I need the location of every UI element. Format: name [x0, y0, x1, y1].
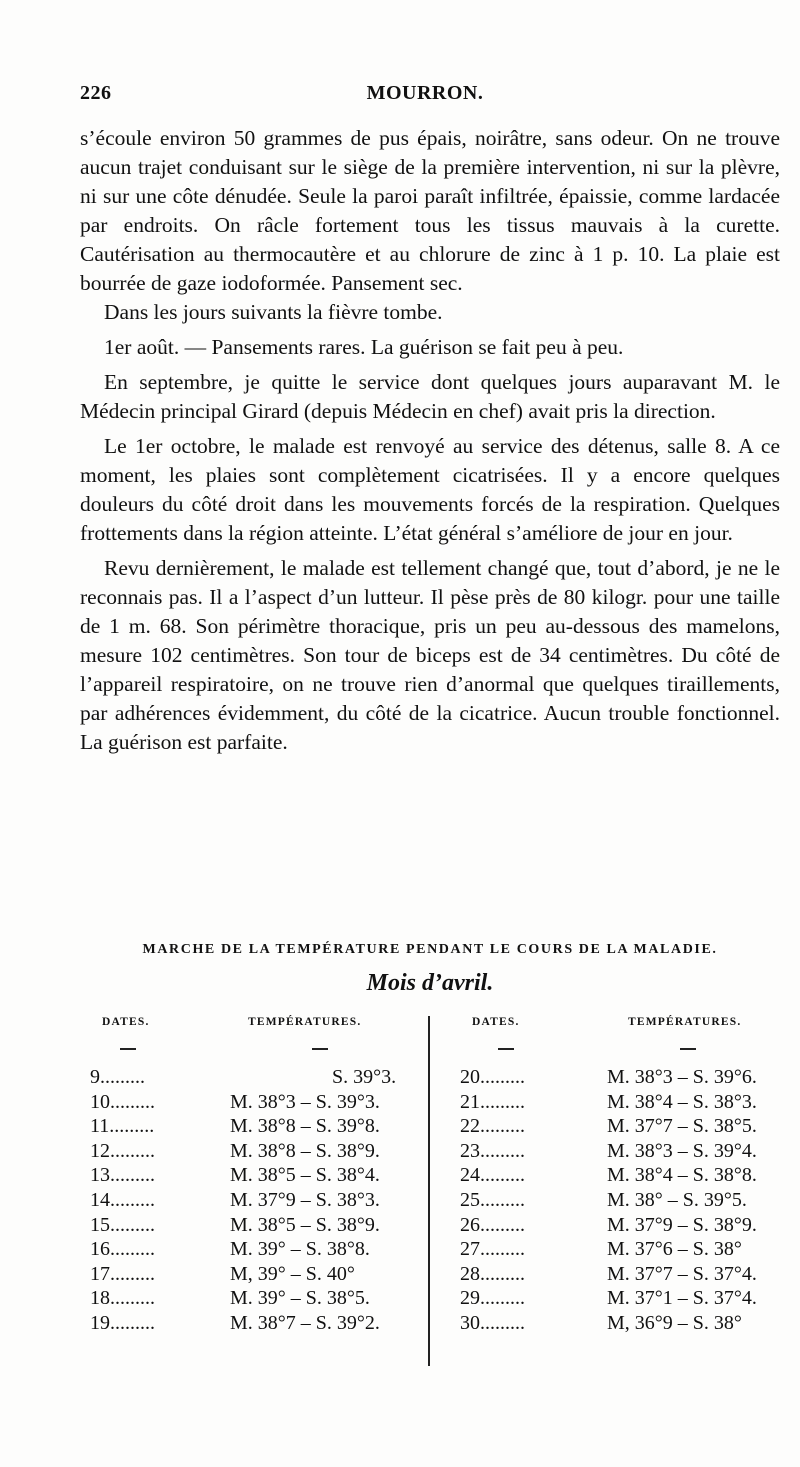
date-cell: 15.........: [90, 1213, 155, 1236]
date-cell: 26.........: [460, 1213, 525, 1236]
date-cell: 27.........: [460, 1238, 525, 1261]
table-row: [80, 1189, 780, 1214]
date-cell: 12.........: [90, 1139, 155, 1162]
date-cell: 17.........: [90, 1262, 155, 1285]
table-row: [80, 1214, 780, 1239]
date-cell: 21.........: [460, 1090, 525, 1113]
temperature-cell: M, 36°9 – S. 38°: [607, 1311, 742, 1334]
section-title: MARCHE DE LA TEMPÉRATURE PENDANT LE COURS DE LA MALADIE.: [142, 942, 718, 957]
temperature-cell: M. 39° – S. 38°5.: [230, 1287, 370, 1310]
paragraph: 1er août. — Pansements rares. La guérison se fait peu à peu.: [104, 335, 624, 359]
paragraph: Revu dernièrement, le malade est tellement changé que, tout d’abord, je ne le reconnais pas. Il a l’aspect d’un lutteur. Il pèse près de 80 kilogr. pour une taille de 1 m. 68. Son périmètre thoracique, pris un peu au-dessous des mamelons, mesure 102 centimètres. Son tour de biceps est de 34 centimètres. Du côté de l’appareil respiratoire, on ne trouve rien d’anormal que quelques tiraillements, par adhérences évidemment, du côté de la cicatrice. Aucun trouble fonctionnel. La guérison est parfaite.: [80, 556, 780, 754]
temperature-cell: M. 37°7 – S. 38°5.: [607, 1115, 757, 1138]
paragraph: Dans les jours suivants la fièvre tombe.: [104, 300, 443, 324]
table-row: [80, 1238, 780, 1263]
table-body: [80, 1066, 780, 1337]
header-rule: [80, 1044, 780, 1054]
col-header-temps-right: TEMPÉRATURES.: [628, 1016, 742, 1028]
running-head: MOURRON.: [366, 82, 484, 104]
date-cell: 11.........: [90, 1115, 155, 1138]
temperature-cell: M. 38°8 – S. 38°9.: [230, 1139, 380, 1162]
page-header: [80, 82, 770, 112]
temperature-cell: M. 38° – S. 39°5.: [607, 1188, 747, 1211]
date-cell: 9.........: [90, 1066, 145, 1088]
page-number: 226: [80, 82, 112, 104]
temperature-cell: M. 39° – S. 38°8.: [230, 1238, 370, 1261]
temperature-cell: M. 38°8 – S. 39°8.: [230, 1115, 380, 1138]
date-cell: 10.........: [90, 1090, 155, 1113]
temperature-cell: M. 37°9 – S. 38°9.: [607, 1213, 757, 1236]
date-cell: 19.........: [90, 1311, 155, 1334]
date-cell: 13.........: [90, 1164, 155, 1187]
paragraph: s’écoule environ 50 grammes de pus épais, noirâtre, sans odeur. On ne trouve aucun trajet conduisant sur le siège de la première intervention, ni sur la plèvre, ni sur une côte dénudée. Seule la paroi paraît infiltrée, épaissie, comme lardacée par endroits. On râcle fortement tous les tissus mauvais à la curette. Cautérisation au thermocautère et au chlorure de zinc à 1 p. 10. La plaie est bourrée de gaze iodoformée. Pansement sec.: [80, 126, 780, 295]
col-header-dates-right: DATES.: [472, 1016, 520, 1028]
table-header: [80, 1016, 780, 1036]
table-row: [80, 1287, 780, 1312]
date-cell: 20.........: [460, 1066, 525, 1088]
temperature-cell: S. 39°3.: [332, 1066, 397, 1088]
temperature-cell: M, 39° – S. 40°: [230, 1262, 355, 1285]
dash: [680, 1048, 696, 1050]
col-header-temps-left: TEMPÉRATURES.: [248, 1016, 362, 1028]
temperature-cell: M. 37°9 – S. 38°3.: [230, 1188, 380, 1211]
date-cell: 28.........: [460, 1262, 525, 1285]
temperature-cell: M. 38°5 – S. 38°4.: [230, 1164, 380, 1187]
paragraph: En septembre, je quitte le service dont quelques jours auparavant M. le Médecin principal Girard (depuis Médecin en chef) avait pris la direction.: [80, 370, 780, 423]
date-cell: 29.........: [460, 1287, 525, 1310]
temperature-cell: M. 38°4 – S. 38°8.: [607, 1164, 757, 1187]
date-cell: 14.........: [90, 1188, 155, 1211]
table-row: [80, 1115, 780, 1140]
date-cell: 22.........: [460, 1115, 525, 1138]
paragraph: Le 1er octobre, le malade est renvoyé au service des détenus, salle 8. A ce moment, les plaies sont complètement cicatrisées. Il y a encore quelques douleurs du côté droit dans les mouvements forcés de la respiration. Quelques frottements dans la région atteinte. L’état général s’améliore de jour en jour.: [80, 434, 780, 545]
table-row: [80, 1263, 780, 1288]
temperature-cell: M. 38°5 – S. 38°9.: [230, 1213, 380, 1236]
date-cell: 16.........: [90, 1238, 155, 1261]
temperature-cell: M. 37°6 – S. 38°: [607, 1238, 742, 1261]
dash: [312, 1048, 328, 1050]
date-cell: 30.........: [460, 1311, 525, 1334]
date-cell: 25.........: [460, 1188, 525, 1211]
temperature-cell: M. 38°3 – S. 39°6.: [607, 1066, 757, 1088]
date-cell: 23.........: [460, 1139, 525, 1162]
date-cell: 24.........: [460, 1164, 525, 1187]
temperature-cell: M. 38°4 – S. 38°3.: [607, 1090, 757, 1113]
month-title: Mois d’avril.: [366, 970, 494, 996]
dash: [120, 1048, 136, 1050]
body-text: [80, 124, 780, 757]
col-header-dates-left: DATES.: [102, 1016, 150, 1028]
dash: [498, 1048, 514, 1050]
date-cell: 18.........: [90, 1287, 155, 1310]
temperature-cell: M. 38°3 – S. 39°3.: [230, 1090, 380, 1113]
temperature-cell: M. 38°3 – S. 39°4.: [607, 1139, 757, 1162]
temperature-cell: M. 38°7 – S. 39°2.: [230, 1311, 380, 1334]
table-row: [80, 1312, 780, 1337]
table-row: [80, 1164, 780, 1189]
table-row: [80, 1091, 780, 1116]
table-row: [80, 1140, 780, 1165]
table-row: [80, 1066, 780, 1091]
temperature-cell: M. 37°1 – S. 37°4.: [607, 1287, 757, 1310]
temperature-cell: M. 37°7 – S. 37°4.: [607, 1262, 757, 1285]
temperature-table: [80, 1016, 780, 1376]
